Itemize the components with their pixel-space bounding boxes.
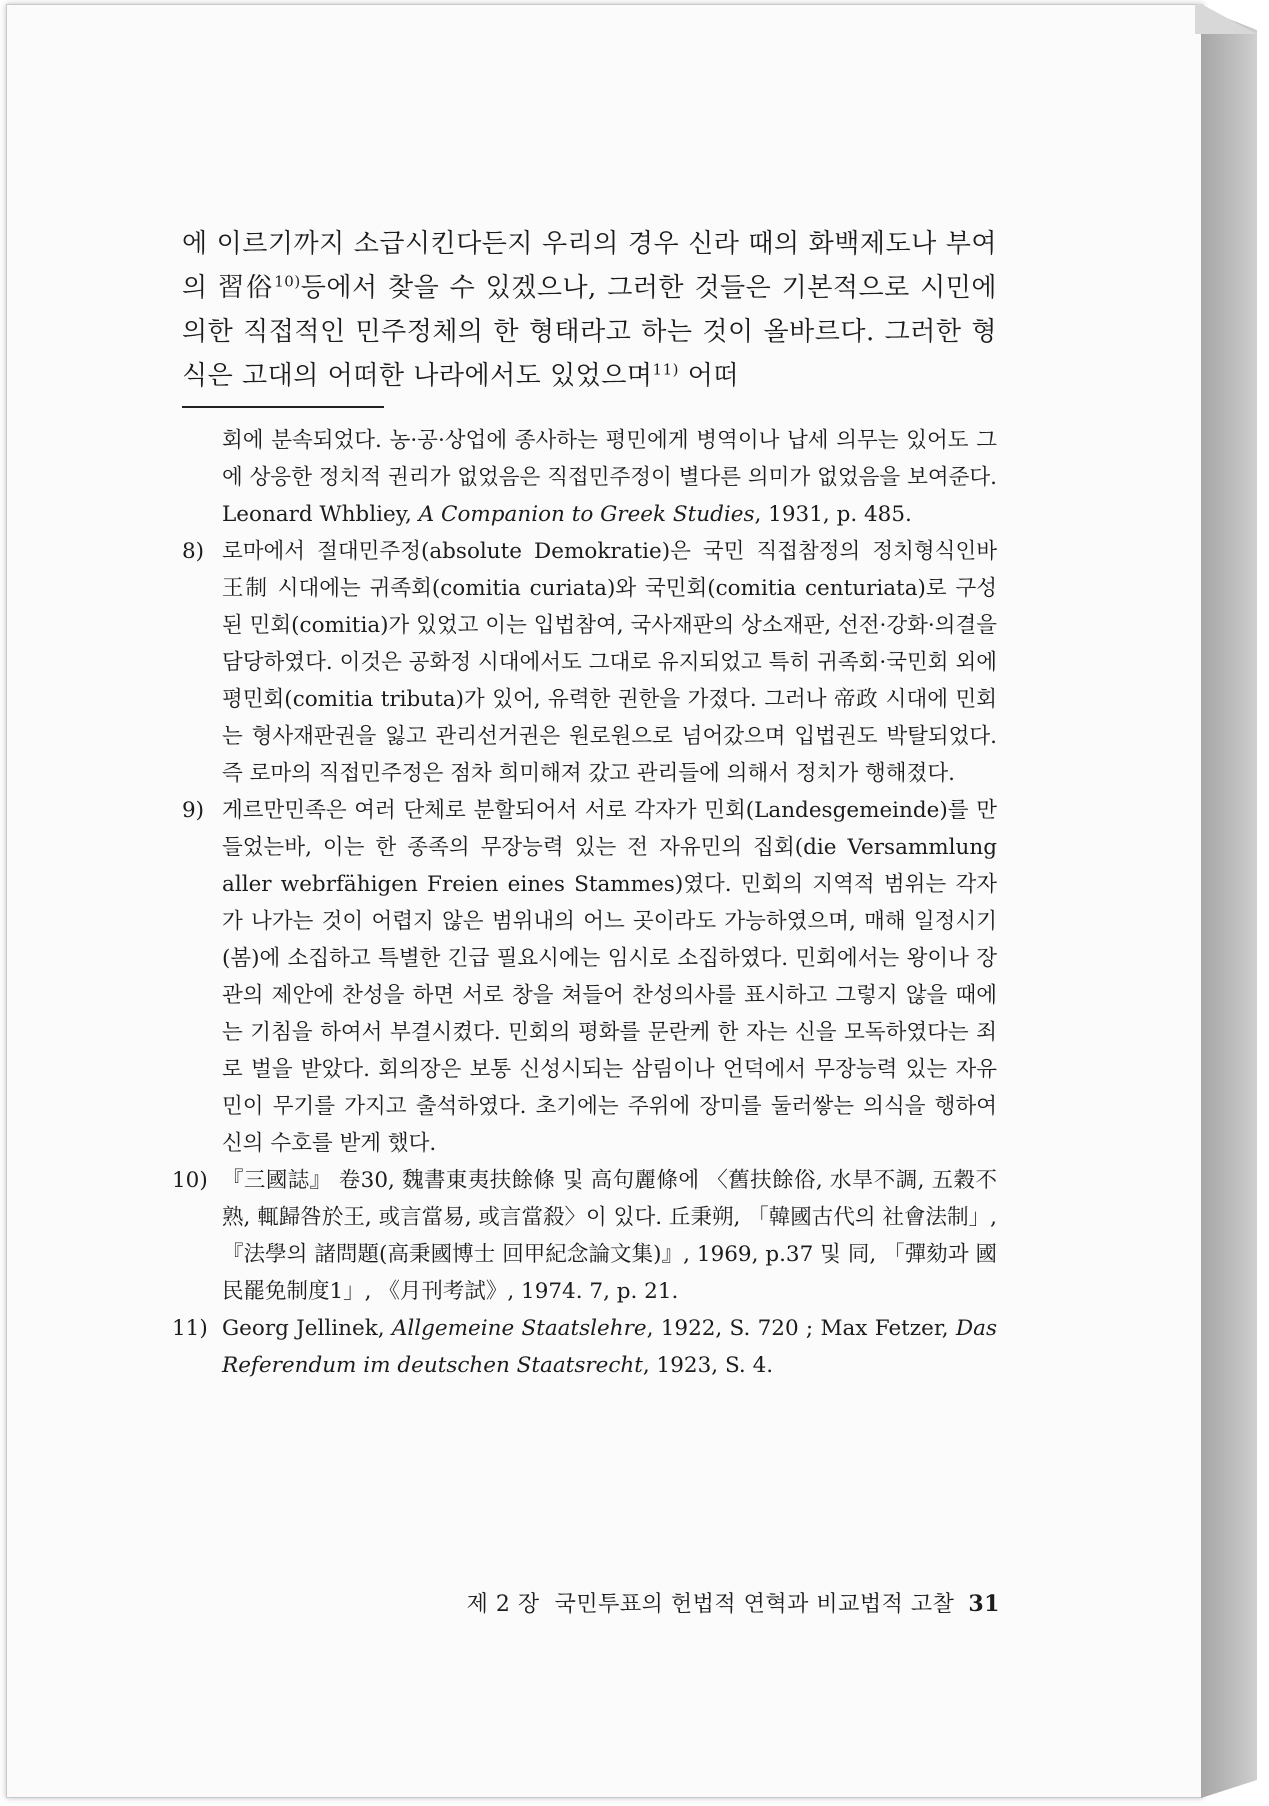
footnote-7-continuation: 회에 분속되었다. 농·공·상업에 종사하는 평민에게 병역이나 납세 의무는 있어도 그에 상응한 정치적 권리가 없었음은 직접민주정이 별다른 의미가 없었음을 보여준다. Leonard Whbliey, A Companion to Greek Studies, 1931, p. 485. [222, 428, 997, 527]
footnote-number: 11) [172, 1316, 208, 1341]
chapter-title: 제 2 장 국민투표의 헌법적 연혁과 비교법적 고찰 [466, 1592, 955, 1617]
page-content [172, 222, 997, 1384]
footnote-ref-10: 10) [274, 272, 301, 291]
footnote-text: Georg Jellinek, Allgemeine Staatslehre, 1922, S. 720 ; Max Fetzer, Das Referendum im deutschen Staatsrecht, 1923, S. 4. [222, 1316, 997, 1378]
footnote-8 [182, 533, 997, 792]
running-footer [400, 1587, 1000, 1618]
page-number: 31 [968, 1591, 1000, 1617]
footnote-text: 로마에서 절대민주정(absolute Demokratie)은 국민 직접참정의 정치형식인바 王制 시대에는 귀족회(comitia curiata)와 국민회(comitia centuriata)로 구성된 민회(comitia)가 있었고 이는 입법참여, 국사재판의 상소재판, 선전·강화·의결을 담당하였다. 이것은 공화정 시대에서도 그대로 유지되었고 특히 귀족회·국민회 외에 평민회(comitia tributa)가 있어, 유력한 권한을 가졌다. 그러나 帝政 시대에 민회는 형사재판권을 잃고 관리선거권은 원로원으로 넘어갔으며 입법권도 박탈되었다. 즉 로마의 직접민주정은 점차 희미해져 갔고 관리들에 의해서 정치가 행해졌다. [222, 539, 997, 786]
footnote-rule [182, 406, 384, 408]
footnote-text: 게르만민족은 여러 단체로 분할되어서 서로 각자가 민회(Landesgemeinde)를 만들었는바, 이는 한 종족의 무장능력 있는 전 자유민의 집회(die Versammlung aller webrfähigen Freien eines Stammes)였다. 민회의 지역적 범위는 각자가 나가는 것이 어렵지 않은 범위내의 어느 곳이라도 가능하였으며, 매해 일정시기(봄)에 소집하고 특별한 긴급 필요시에는 임시로 소집하였다. 민회에서는 왕이나 장관의 제안에 찬성을 하면 서로 창을 쳐들어 찬성의사를 표시하고 그렇지 않을 때에는 기침을 하여서 부결시켰다. 민회의 평화를 문란케 한 자는 신을 모독하였다는 죄로 벌을 받았다. 회의장은 보통 신성시되는 삼림이나 언덕에서 무장능력 있는 자유민이 무기를 가지고 출석하였다. 초기에는 주위에 장미를 둘러쌓는 의식을 행하여 신의 수호를 받게 했다. [222, 798, 997, 1156]
footnote-10 [172, 1162, 997, 1310]
footnote-number: 8) [182, 539, 205, 564]
footnote-11 [172, 1310, 997, 1384]
footnote-ref-11: 11) [652, 360, 679, 379]
page-edge-top [1195, 4, 1257, 34]
footnote-text: 『三國誌』 卷30, 魏書東夷扶餘條 및 高句麗條에 〈舊扶餘俗, 水旱不調, 五穀不熟, 輒歸咎於王, 或言當易, 或言當殺〉이 있다. 丘秉朔, 「韓國古代의 社會法制」, 『法學의 諸問題(高秉國博士 回甲紀念論文集)』, 1969, p.37 및 同, 「彈劾과 國民罷免制度1」, 《月刊考試》, 1974. 7, p. 21. [222, 1168, 997, 1304]
footnote-number: 10) [172, 1168, 208, 1193]
body-paragraph: 에 이르기까지 소급시킨다든지 우리의 경우 신라 때의 화백제도나 부여의 習俗$^{10)}$등에서 찾을 수 있겠으나, 그러한 것들은 기본적으로 시민에 의한 직접적인 민주정체의 한 형태라고 하는 것이 올바르다. 그러한 형식은 고대의 어떠한 나라에서도 있었으며$^{11)}$ 어떠 [182, 229, 997, 391]
footnote-9 [182, 792, 997, 1162]
footnote-number: 9) [182, 798, 205, 823]
page-edge [1201, 8, 1257, 1798]
